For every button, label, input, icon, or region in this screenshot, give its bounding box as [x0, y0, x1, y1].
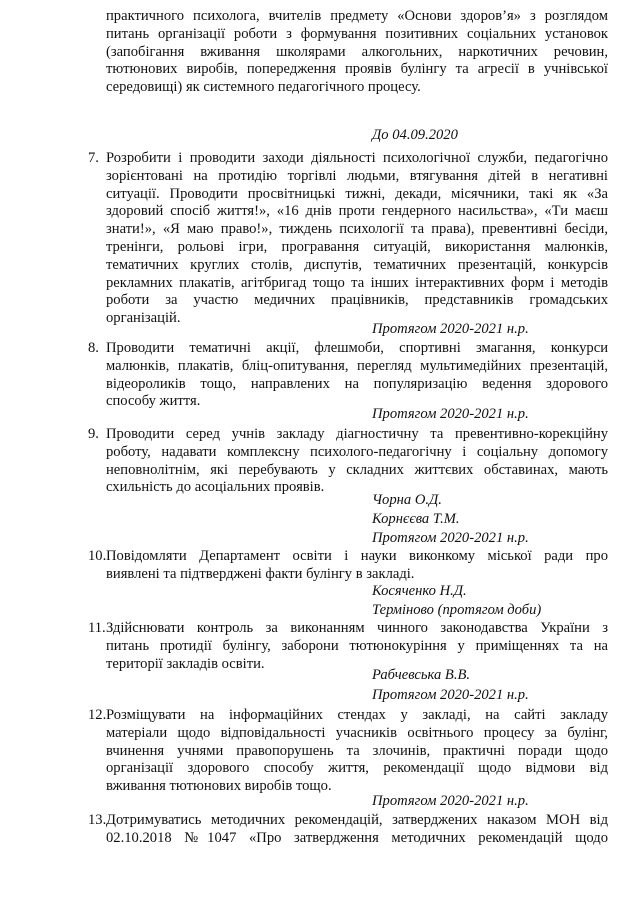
text-line: вчинення учнями правопорушень та злочинів, практичні поради щодо: [106, 742, 608, 759]
text-line: малюнків, плакатів, бліц-опитування, перегляд мультимедійних презентацій,: [106, 357, 608, 374]
deadline: Терміново (протягом доби): [372, 602, 542, 618]
text-line: зорієнтовані на протидію торгівлі людьми, втягування дітей в негативні: [106, 167, 608, 184]
text-line: знати!», «Я маю право!», тиждень психології та права), превентивні бесіди,: [106, 221, 608, 238]
text-line: організації здорового способу життя, рекомендації щодо відмови від: [106, 760, 608, 777]
text-line: тематичних круглих столів, диспутів, тематичних презентацій, конкурсів: [106, 256, 608, 273]
list-item: [88, 548, 608, 584]
deadline: Протягом 2020-2021 н.р.: [372, 530, 529, 546]
responsible-person: Чорна О.Д.: [372, 492, 442, 508]
list-item: [88, 426, 608, 497]
responsible-person: Корнєєва Т.М.: [372, 511, 460, 527]
text-line: Дотримуватись методичних рекомендацій, затверджених наказом МОН від: [106, 812, 608, 828]
text-line: відеороликів тощо, направлених на популяризацію ведення здорового: [106, 375, 608, 392]
text-line: матеріали щодо відповідальності учасників освітнього процесу за булінг,: [106, 724, 608, 741]
text-line: схильність до асоціальних проявів.: [106, 479, 325, 496]
text-line: питань протидії булінгу, заборони тютюнокуріння у приміщеннях та на: [106, 637, 608, 654]
text-line: здоровий спосіб життя!», «16 днів проти гендерного насильства», «Ти маєш: [106, 203, 608, 220]
text-line: рекламних плакатів, агітбригад тощо та інших інтерактивних форм і методів: [106, 274, 608, 291]
item-number: 13.: [88, 812, 107, 828]
item-number: 8.: [88, 340, 99, 356]
text-line: Розробити і проводити заходи діяльності психологічної служби, педагогічно: [106, 150, 608, 166]
item-number: 7.: [88, 150, 99, 166]
intro-paragraph: [106, 8, 608, 97]
text-line: (запобігання вживання школярами алкогольних, наркотичних речовин,: [106, 43, 608, 60]
list-item: [88, 340, 608, 411]
text-line: способу життя.: [106, 393, 201, 410]
deadline: Протягом 2020-2021 н.р.: [372, 687, 529, 703]
deadline: Протягом 2020-2021 н.р.: [372, 321, 529, 337]
text-line: практичного психолога, вчителів предмету «Основи здоров’я» з розглядом: [106, 8, 608, 24]
text-line: неповнолітнім, які перебувають у складних життєвих обставинах, мають: [106, 461, 608, 478]
text-line: Здійснювати контроль за виконанням чинного законодавства України з: [106, 620, 608, 636]
text-line: ситуації. Проводити просвітницькі тижні, декади, місячники, такі як «За: [106, 185, 608, 202]
text-line: вживання тютюнових виробів тощо.: [106, 778, 332, 795]
deadline: До 04.09.2020: [372, 127, 458, 143]
responsible-person: Рабчевська В.В.: [372, 667, 471, 683]
text-line: Проводити тематичні акції, флешмоби, спортивні змагання, конкурси: [106, 340, 608, 356]
text-line: тютюнових виробів, попередження проявів булінгу та агресії в учнівської: [106, 61, 608, 78]
text-line: 02.10.2018 №1047 «Про затвердження методичних рекомендацій щодо: [106, 829, 608, 846]
item-number: 12.: [88, 707, 107, 723]
text-line: Розміщувати на інформаційних стендах у закладі, на сайті закладу: [106, 707, 608, 723]
list-item: [88, 150, 608, 328]
responsible-person: Косяченко Н.Д.: [372, 583, 467, 599]
item-number: 9.: [88, 426, 99, 442]
text-line: Повідомляти Департамент освіти і науки виконкому міської ради про: [106, 548, 608, 564]
item-number: 10.: [88, 548, 107, 564]
text-line: роботу, надавати комплексну психолого-педагогічну і соціальну допомогу: [106, 443, 608, 460]
list-item: [88, 812, 608, 848]
text-line: виявлені та підтверджені факти булінгу в закладі.: [106, 565, 415, 582]
text-line: тренінги, рольові ігри, програвання ситуацій, використання малюнків,: [106, 238, 608, 255]
text-line: роботи за участю медичних працівників, представників громадських: [106, 292, 608, 309]
text-line: Проводити серед учнів закладу діагностичну та превентивно-корекційну: [106, 426, 608, 442]
text-line: середовищі) як системного педагогічного процесу.: [106, 79, 421, 96]
text-line: організацій.: [106, 310, 181, 327]
deadline: Протягом 2020-2021 н.р.: [372, 406, 529, 422]
deadline: Протягом 2020-2021 н.р.: [372, 793, 529, 809]
list-item: [88, 707, 608, 796]
item-number: 11.: [88, 620, 106, 636]
text-line: питань організації роботи з формування позитивних соціальних установок: [106, 25, 608, 42]
text-line: території закладів освіти.: [106, 655, 265, 672]
list-item: [88, 620, 608, 673]
